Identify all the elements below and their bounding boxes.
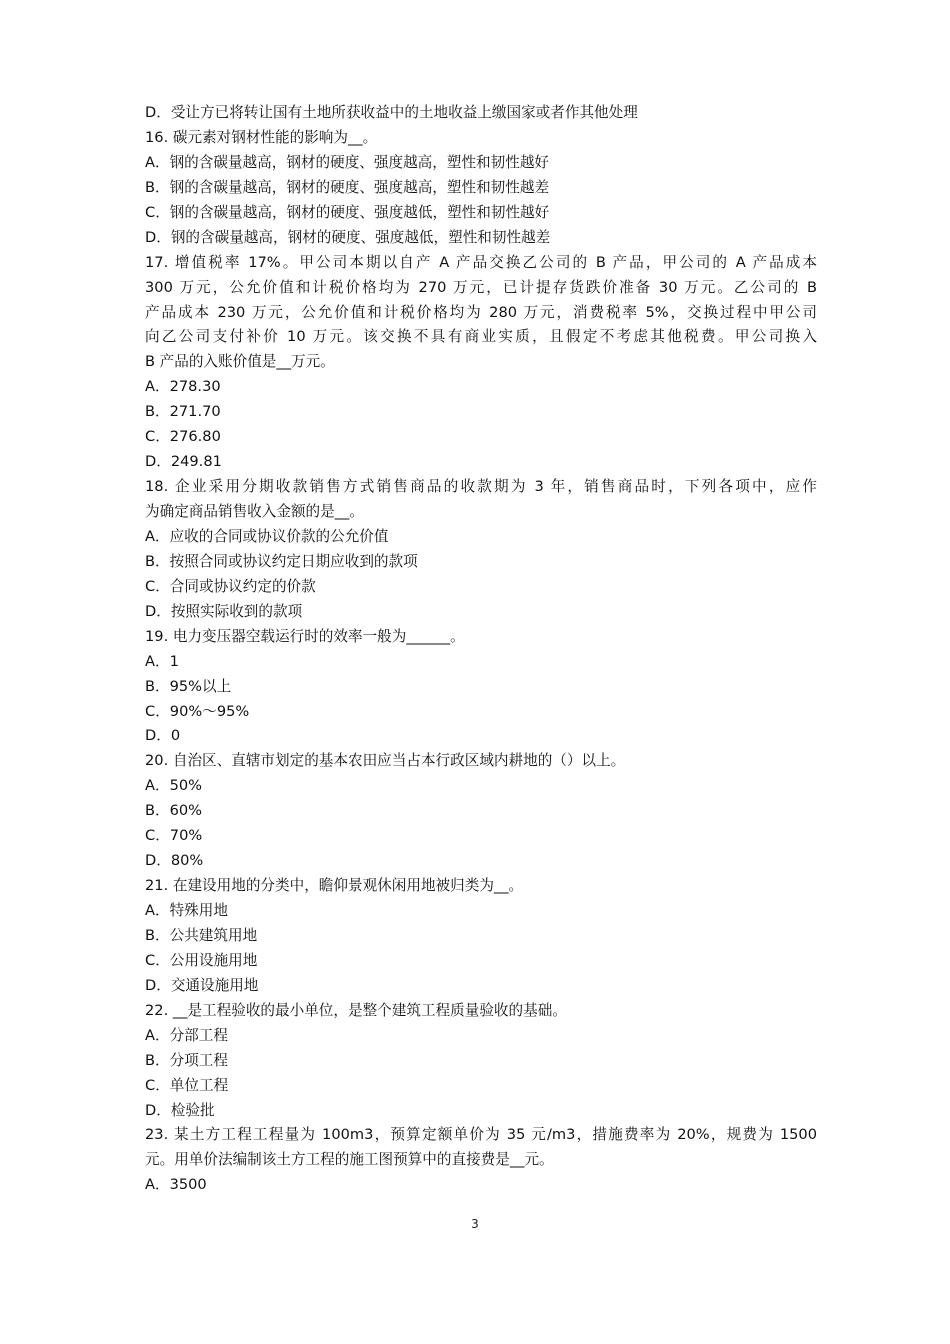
question-line: B 产品的入账价值是__万元。	[145, 353, 335, 371]
question-line: 19. 电力变压器空载运行时的效率一般为______。	[145, 627, 465, 645]
question-20	[145, 749, 817, 774]
question-line: 17. 增值税率 17%。甲公司本期以自产 A 产品交换乙公司的 B 产品，甲公司的 A 产品成本	[145, 253, 817, 271]
question-16	[145, 126, 817, 151]
question-19	[145, 625, 817, 650]
option-line: B．60%	[145, 802, 203, 820]
option-line: C．公用设施用地	[145, 951, 258, 969]
option-line: B．95%以上	[145, 677, 232, 695]
option-line: D．按照实际收到的款项	[145, 602, 303, 620]
question-18	[145, 475, 817, 525]
page-content	[145, 101, 817, 1198]
page-number: 3	[471, 1217, 479, 1231]
option-line: C．70%	[145, 827, 203, 845]
question-line: 产品成本 230 万元，公允价值和计税价格均为 280 万元，消费税率 5%，交换过程中甲公司	[145, 303, 817, 321]
option-line: D．钢的含碳量越高，钢材的硬度、强度越低，塑性和韧性越差	[145, 228, 551, 246]
question-line: 21. 在建设用地的分类中，瞻仰景观休闲用地被归类为__。	[145, 877, 524, 895]
option-line: A．3500	[145, 1176, 207, 1194]
question-line: 300 万元，公允价值和计税价格均为 270 万元，已计提存货跌价准备 30 万元。乙公司的 B	[145, 278, 817, 296]
option-line: C．276.80	[145, 428, 221, 446]
question-21	[145, 874, 817, 899]
option-line: A．分部工程	[145, 1026, 228, 1044]
question-line: 为确定商品销售收入金额的是__。	[145, 503, 364, 520]
question-line: 向乙公司支付补价 10 万元。该交换不具有商业实质，且假定不考虑其他税费。甲公司换入	[145, 328, 817, 346]
question-line: 18. 企业采用分期收款销售方式销售商品的收款期为 3 年，销售商品时，下列各项中，应作	[145, 478, 817, 496]
option-line: A．特殊用地	[145, 902, 228, 919]
option-line: B．公共建筑用地	[145, 926, 258, 944]
option-line: D．检验批	[145, 1101, 215, 1119]
option-line: B．按照合同或协议约定日期应收到的款项	[145, 552, 418, 570]
option-line: D．交通设施用地	[145, 976, 259, 994]
option-line: A．应收的合同或协议价款的公允价值	[145, 527, 389, 545]
option-line: D．0	[145, 727, 181, 745]
option-line: A．278.30	[145, 378, 221, 396]
option-line: D．80%	[145, 852, 204, 870]
option-line: C．90%～95%	[145, 702, 250, 720]
option-line: D．受让方已将转让国有土地所获收益中的土地收益上缴国家或者作其他处理	[145, 104, 638, 121]
question-line: 22. __是工程验收的最小单位，是整个建筑工程质量验收的基础。	[145, 1001, 567, 1019]
option-line: C．合同或协议约定的价款	[145, 577, 316, 595]
question-23	[145, 1123, 817, 1173]
option-line: C．钢的含碳量越高，钢材的硬度、强度越低，塑性和韧性越好	[145, 203, 550, 221]
question-line: 16. 碳元素对钢材性能的影响为__。	[145, 128, 378, 146]
option-line: D．249.81	[145, 453, 222, 471]
question-line: 20. 自治区、直辖市划定的基本农田应当占本行政区域内耕地的（）以上。	[145, 752, 626, 770]
option-line: A．1	[145, 652, 179, 670]
option-line: C．单位工程	[145, 1076, 229, 1094]
question-22	[145, 999, 817, 1024]
question-line: 23. 某土方工程工程量为 100m3，预算定额单价为 35 元/m3，措施费率为 20%，规费为 1500	[145, 1126, 817, 1144]
question-17	[145, 251, 817, 376]
option-line: B．钢的含碳量越高，钢材的硬度、强度越高，塑性和韧性越差	[145, 178, 550, 196]
option-line: A．钢的含碳量越高，钢材的硬度、强度越高，塑性和韧性越好	[145, 153, 550, 171]
option-line: A．50%	[145, 777, 203, 795]
option-line: B．271.70	[145, 403, 221, 421]
option-line: B．分项工程	[145, 1051, 228, 1069]
question-line: 元。用单价法编制该土方工程的施工图预算中的直接费是__元。	[145, 1151, 554, 1169]
